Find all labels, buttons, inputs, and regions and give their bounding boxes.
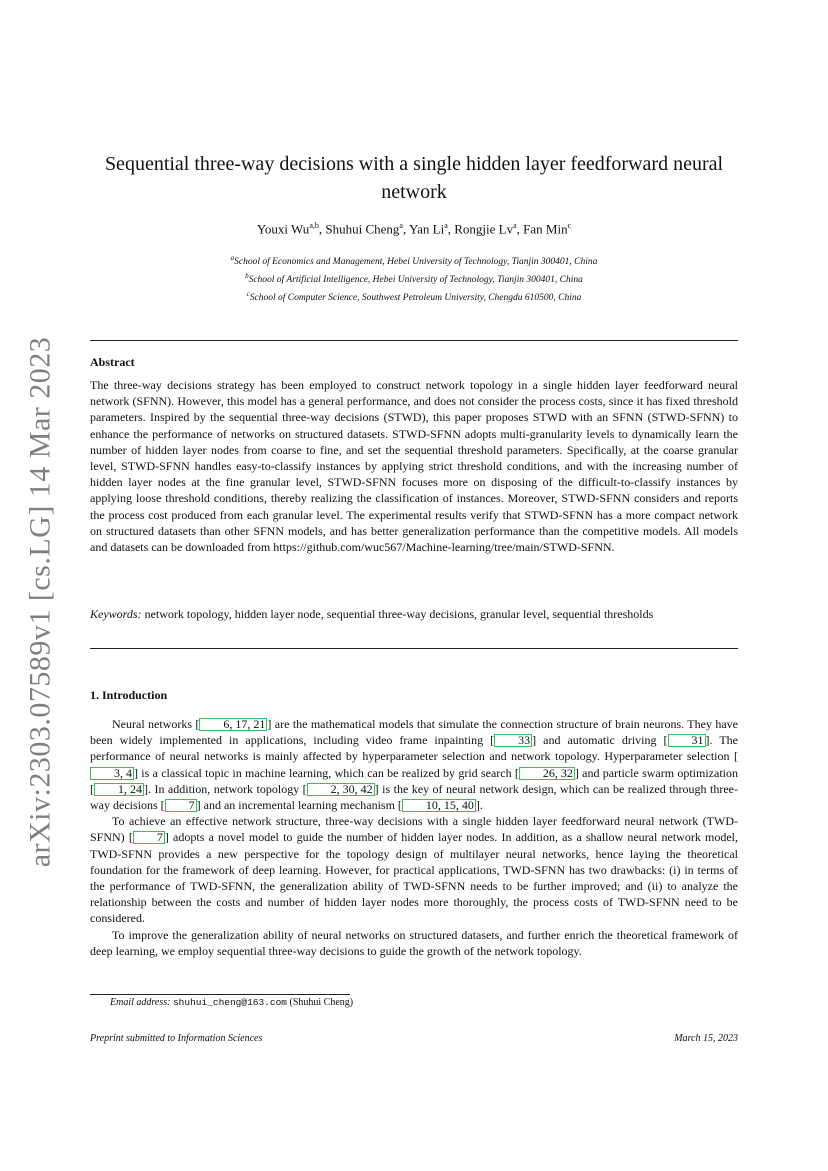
citation-link[interactable]: 2, 30, 42 <box>307 783 375 796</box>
affiliation-list <box>90 251 738 305</box>
footnote-name: (Shuhui Cheng) <box>289 997 354 1008</box>
introduction-body <box>90 716 738 959</box>
arxiv-identifier-text: arXiv:2303.07589v1 [cs.LG] 14 Mar 2023 <box>23 336 56 868</box>
author-affiliation-mark: c <box>567 221 572 230</box>
affiliation-mark: a <box>230 254 235 262</box>
keywords-label: Keywords: <box>90 607 142 621</box>
citation-link[interactable]: 6, 17, 21 <box>199 718 267 731</box>
footnote-label: Email address: <box>110 997 171 1008</box>
citation-link[interactable]: 31 <box>668 734 706 747</box>
author-name: Fan Min <box>523 221 568 237</box>
paragraph-text: and an incremental learning mechanism <box>200 798 398 813</box>
affiliation-mark: b <box>245 272 249 281</box>
citation-link[interactable]: 33 <box>494 734 532 747</box>
abstract-text: The three-way decisions strategy has been employed to construct network topology in a single hidden layer feedforward neural network (SFNN). However, this model has a general performance, and does not consider the process costs, since it has fixed threshold parameters. Inspired by the sequential three-way decisions (STWD), this paper proposes STWD with an SFNN (STWD-SFNN) to enhance the performance of networks on structured datasets. STWD-SFNN adopts multi-granularity levels to dynamically learn the number of hidden layer nodes from coarse to fine, and set the sequential threshold parameters. Specifically, at the coarse granular level, STWD-SFNN handles easy-to-classify instances by applying strict threshold conditions, and with the increasing number of hidden layer nodes at the fine granular level, STWD-SFNN focuses more on disposing of the difficult-to-classify instances by applying loose threshold conditions, thereby realizing the classification of instances. Moreover, STWD-SFNN considers and reports the process cost produced from each granular level. The experimental results verify that STWD-SFNN has a more compact network on structured datasets than other SFNN models, and has better generalization performance than the competitive models. All models and datasets can be downloaded from https://github.com/wuc567/Machine-learning/tree/main/STWD-SFNN. <box>90 378 738 555</box>
arxiv-identifier <box>18 336 62 868</box>
body-paragraph: To achieve an effective network structure, three-way decisions with a single hidden layer feedforward neural network (TWD-SFNN) [ 7 ] adopts a novel model to guide the number of hidden layer nodes. In addition, as a shallow neural network model, TWD-SFNN provides a new perspective for the topology design of multilayer neural networks, hence laying the theoretical foundation for the framework of deep learning. However, for practical applications, TWD-SFNN has two drawbacks: (i) in terms of the performance of TWD-SFNN, the generalization ability of TWD-SFNN needs to be further improved; and (ii) to analyze the relationship between the costs and number of hidden layer nodes more thoroughly, the process costs of TWD-SFNN need to be considered. <box>90 814 738 926</box>
abstract-bottom-rule <box>90 648 738 649</box>
abstract-top-rule <box>90 340 738 341</box>
paragraph-text: and automatic driving <box>536 733 664 748</box>
affiliation-text: School of Artificial Intelligence, Hebei University of Technology, Tianjin 300401, China <box>248 275 583 286</box>
author-name: Youxi Wu <box>256 221 310 237</box>
paragraph-text: . The performance of neural networks is mainly affected by hyperparameter selection and network topology. Hyperparameter selection <box>90 733 738 764</box>
keywords <box>90 606 738 622</box>
affiliation-line <box>90 287 738 305</box>
citation-link[interactable]: 7 <box>133 831 165 844</box>
preprint-note: Preprint submitted to Information Sciences <box>90 1033 263 1044</box>
body-paragraph: Neural networks [ 6, 17, 21 ] are the mathematical models that simulate the connection structure of brain neurons. They have been widely implemented in applications, including video frame inpainting [ 33 ] and automatic driving [ 31 ]. The performance of neural networks is mainly affected by hyperparameter selection and network topology. Hyperparameter selection [3, 4 ] is a classical topic in machine learning, which can be realized by grid search [ 26, 32 ] and particle swarm optimization [ 1, 24 ]. In addition, network topology [ 2, 30, 42 ] is the key of neural network design, which can be realized through three-way decisions [ 7 ] and an incremental learning mechanism [ 10, 15, 40 ]. <box>90 717 739 813</box>
author-affiliation-mark: a <box>444 221 448 230</box>
paragraph-text: adopts a novel model to guide the number of hidden layer nodes. In addition, as a shallow neural network model, TWD-SFNN provides a new perspective for the topology design of multilayer neural networks, hence laying the theoretical foundation for the framework of deep learning. However, for practical applications, TWD-SFNN has two drawbacks: (i) in terms of the performance of TWD-SFNN, the generalization ability of TWD-SFNN needs to be further improved; and (ii) to analyze the relationship between the costs and number of hidden layer nodes more thoroughly, the process costs of TWD-SFNN need to be considered. <box>90 830 738 926</box>
affiliation-text: School of Computer Science, Southwest Petroleum University, Chengdu 610500, China <box>249 293 582 304</box>
email-link[interactable]: shuhui_cheng@163.com <box>172 997 287 1008</box>
affiliation-text: School of Economics and Management, Hebei University of Technology, Tianjin 300401, China <box>234 257 598 268</box>
citation-link[interactable]: 26, 32 <box>519 767 575 780</box>
citation-link[interactable]: 3, 4 <box>90 767 134 780</box>
affiliation-line <box>90 251 738 269</box>
keywords-text: network topology, hidden layer node, sequential three-way decisions, granular level, sequential thresholds <box>144 607 654 621</box>
paragraph-text: is the key of neural network design, which can be realized through three-way decisions <box>90 781 738 813</box>
author-affiliation-mark: a <box>513 221 517 230</box>
paragraph-text: . <box>479 798 483 813</box>
affiliation-line <box>90 269 738 287</box>
paragraph-text: To achieve an effective network structure, three-way decisions with a single hidden layer feedforward neural network (TWD-SFNN) <box>90 814 738 845</box>
footnote-rule <box>90 994 350 995</box>
author-name: Rongjie Lv <box>454 221 514 237</box>
author-name: Yan Li <box>409 221 445 237</box>
author-affiliation-mark: a,b <box>309 221 319 230</box>
citation-link[interactable]: 1, 24 <box>94 783 144 796</box>
citation-link[interactable]: 10, 15, 40 <box>402 799 476 812</box>
paragraph-text: To improve the generalization ability of neural networks on structured datasets, and further enrich the theoretical framework of deep learning, we employ sequential three-way decisions to guide the growth of the network topology. <box>90 927 738 958</box>
affiliation-mark: c <box>246 290 250 299</box>
abstract-heading: Abstract <box>90 355 135 369</box>
author-name: Shuhui Cheng <box>325 221 400 237</box>
section-heading-introduction: 1. Introduction <box>90 688 168 702</box>
preprint-date: March 15, 2023 <box>674 1033 738 1044</box>
author-affiliation-mark: a <box>399 221 403 230</box>
citation-link[interactable]: 7 <box>165 799 197 812</box>
paragraph-text: . In addition, network topology <box>148 781 303 796</box>
paper-title: Sequential three-way decisions with a single hidden layer feedforward neural network <box>104 153 724 203</box>
author-list: Youxi Wu$^{a,b}$, Shuhui Cheng$^a$, Yan Li$^a$, Rongjie Lv$^a$, Fan Min$^c$ <box>256 221 572 237</box>
paragraph-text: Neural networks <box>112 717 196 731</box>
paragraph-text: are the mathematical models that simulate the connection structure of brain neurons. They have been widely implemented in applications, including video frame inpainting <box>90 717 738 748</box>
paragraph-text: and particle swarm optimization <box>578 765 739 780</box>
paragraph-text: is a classical topic in machine learning, which can be realized by grid search <box>138 765 515 780</box>
body-paragraph <box>90 927 738 959</box>
footnote <box>110 997 353 1008</box>
